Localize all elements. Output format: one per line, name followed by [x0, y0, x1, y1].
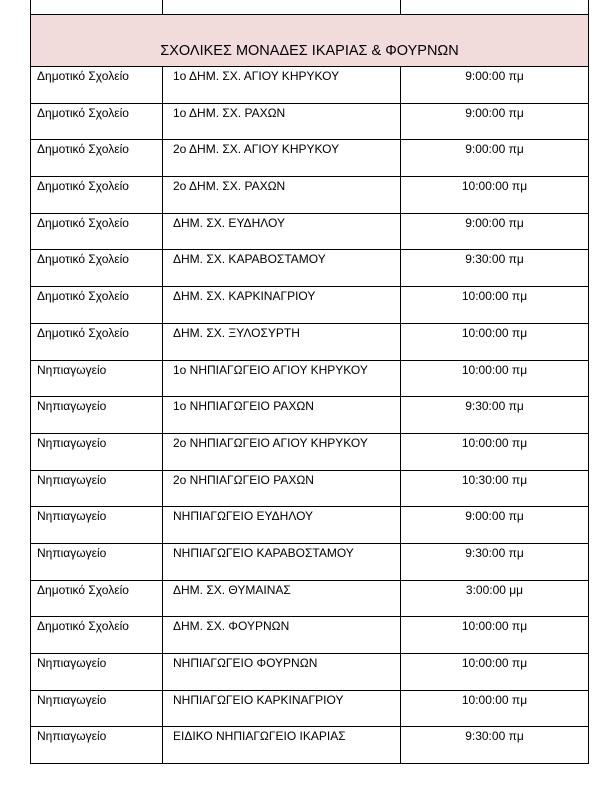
- schools-table: [30, 0, 589, 764]
- table-row: [31, 690, 589, 727]
- school-name-cell: ΔΗΜ. ΣΧ. ΦΟΥΡΝΩΝ: [163, 617, 401, 654]
- table-row: [31, 433, 589, 470]
- cutoff-cell-type: [31, 0, 163, 15]
- table-row: [31, 397, 589, 434]
- school-name-cell: ΝΗΠΙΑΓΩΓΕΙΟ ΦΟΥΡΝΩΝ: [163, 654, 401, 691]
- start-time-cell: 10:00:00 πμ: [401, 323, 589, 360]
- table-row: [31, 507, 589, 544]
- start-time-cell: 9:00:00 πμ: [401, 507, 589, 544]
- school-name-cell: ΝΗΠΙΑΓΩΓΕΙΟ ΕΥΔΗΛΟΥ: [163, 507, 401, 544]
- school-type-cell: Νηπιαγωγείο: [31, 507, 163, 544]
- table-row: [31, 177, 589, 214]
- school-name-cell: ΔΗΜ. ΣΧ. ΚΑΡΑΒΟΣΤΑΜΟΥ: [163, 250, 401, 287]
- table-row: [31, 580, 589, 617]
- start-time-cell: 10:00:00 πμ: [401, 177, 589, 214]
- table-row: [31, 360, 589, 397]
- start-time-cell: 10:00:00 πμ: [401, 287, 589, 324]
- school-type-cell: Δημοτικό Σχολείο: [31, 103, 163, 140]
- school-name-cell: ΕΙΔΙΚΟ ΝΗΠΙΑΓΩΓΕΙΟ ΙΚΑΡΙΑΣ: [163, 727, 401, 764]
- start-time-cell: 9:30:00 πμ: [401, 727, 589, 764]
- school-type-cell: Δημοτικό Σχολείο: [31, 140, 163, 177]
- table-row: [31, 140, 589, 177]
- school-type-cell: Νηπιαγωγείο: [31, 470, 163, 507]
- section-header-row: [31, 15, 589, 67]
- start-time-cell: 3:00:00 μμ: [401, 580, 589, 617]
- school-name-cell: 2ο ΔΗΜ. ΣΧ. ΑΓΙΟΥ ΚΗΡΥΚΟΥ: [163, 140, 401, 177]
- table-row: [31, 543, 589, 580]
- school-type-cell: Δημοτικό Σχολείο: [31, 617, 163, 654]
- schools-table-sheet: [30, 0, 588, 764]
- school-name-cell: ΔΗΜ. ΣΧ. ΘΥΜΑΙΝΑΣ: [163, 580, 401, 617]
- school-type-cell: Δημοτικό Σχολείο: [31, 323, 163, 360]
- table-row: [31, 470, 589, 507]
- start-time-cell: 9:00:00 πμ: [401, 103, 589, 140]
- school-type-cell: Νηπιαγωγείο: [31, 654, 163, 691]
- school-name-cell: 2ο ΔΗΜ. ΣΧ. ΡΑΧΩΝ: [163, 177, 401, 214]
- table-row: [31, 213, 589, 250]
- start-time-cell: 10:30:00 πμ: [401, 470, 589, 507]
- school-type-cell: Νηπιαγωγείο: [31, 543, 163, 580]
- school-name-cell: ΔΗΜ. ΣΧ. ΕΥΔΗΛΟΥ: [163, 213, 401, 250]
- table-row: [31, 67, 589, 104]
- start-time-cell: 10:00:00 πμ: [401, 690, 589, 727]
- school-type-cell: Δημοτικό Σχολείο: [31, 213, 163, 250]
- previous-table-row-cutoff: [31, 0, 589, 15]
- table-row: [31, 727, 589, 764]
- school-type-cell: Δημοτικό Σχολείο: [31, 250, 163, 287]
- school-type-cell: Νηπιαγωγείο: [31, 690, 163, 727]
- start-time-cell: 9:00:00 πμ: [401, 213, 589, 250]
- schools-table-body: [31, 0, 589, 764]
- school-name-cell: 1ο ΝΗΠΙΑΓΩΓΕΙΟ ΡΑΧΩΝ: [163, 397, 401, 434]
- start-time-cell: 10:00:00 πμ: [401, 360, 589, 397]
- school-type-cell: Νηπιαγωγείο: [31, 360, 163, 397]
- table-row: [31, 103, 589, 140]
- school-name-cell: 2ο ΝΗΠΙΑΓΩΓΕΙΟ ΡΑΧΩΝ: [163, 470, 401, 507]
- table-row: [31, 287, 589, 324]
- cutoff-cell-time: [401, 0, 589, 15]
- school-name-cell: 1ο ΝΗΠΙΑΓΩΓΕΙΟ ΑΓΙΟΥ ΚΗΡΥΚΟΥ: [163, 360, 401, 397]
- school-type-cell: Νηπιαγωγείο: [31, 433, 163, 470]
- school-type-cell: Δημοτικό Σχολείο: [31, 177, 163, 214]
- table-row: [31, 654, 589, 691]
- start-time-cell: 9:30:00 πμ: [401, 397, 589, 434]
- start-time-cell: 9:30:00 πμ: [401, 543, 589, 580]
- school-name-cell: 1ο ΔΗΜ. ΣΧ. ΡΑΧΩΝ: [163, 103, 401, 140]
- start-time-cell: 9:00:00 πμ: [401, 140, 589, 177]
- start-time-cell: 10:00:00 πμ: [401, 617, 589, 654]
- cutoff-cell-school: [163, 0, 401, 15]
- school-name-cell: 2ο ΝΗΠΙΑΓΩΓΕΙΟ ΑΓΙΟΥ ΚΗΡΥΚΟΥ: [163, 433, 401, 470]
- school-type-cell: Νηπιαγωγείο: [31, 397, 163, 434]
- school-type-cell: Δημοτικό Σχολείο: [31, 67, 163, 104]
- school-type-cell: Δημοτικό Σχολείο: [31, 580, 163, 617]
- school-type-cell: Νηπιαγωγείο: [31, 727, 163, 764]
- table-row: [31, 323, 589, 360]
- school-name-cell: ΔΗΜ. ΣΧ. ΞΥΛΟΣΥΡΤΗ: [163, 323, 401, 360]
- school-type-cell: Δημοτικό Σχολείο: [31, 287, 163, 324]
- table-row: [31, 617, 589, 654]
- section-title: ΣΧΟΛΙΚΕΣ ΜΟΝΑΔΕΣ ΙΚΑΡΙΑΣ & ΦΟΥΡΝΩΝ: [31, 15, 589, 67]
- school-name-cell: 1ο ΔΗΜ. ΣΧ. ΑΓΙΟΥ ΚΗΡΥΚΟΥ: [163, 67, 401, 104]
- school-name-cell: ΔΗΜ. ΣΧ. ΚΑΡΚΙΝΑΓΡΙΟΥ: [163, 287, 401, 324]
- start-time-cell: 9:30:00 πμ: [401, 250, 589, 287]
- school-name-cell: ΝΗΠΙΑΓΩΓΕΙΟ ΚΑΡΚΙΝΑΓΡΙΟΥ: [163, 690, 401, 727]
- start-time-cell: 10:00:00 πμ: [401, 654, 589, 691]
- start-time-cell: 10:00:00 πμ: [401, 433, 589, 470]
- table-row: [31, 250, 589, 287]
- school-name-cell: ΝΗΠΙΑΓΩΓΕΙΟ ΚΑΡΑΒΟΣΤΑΜΟΥ: [163, 543, 401, 580]
- start-time-cell: 9:00:00 πμ: [401, 67, 589, 104]
